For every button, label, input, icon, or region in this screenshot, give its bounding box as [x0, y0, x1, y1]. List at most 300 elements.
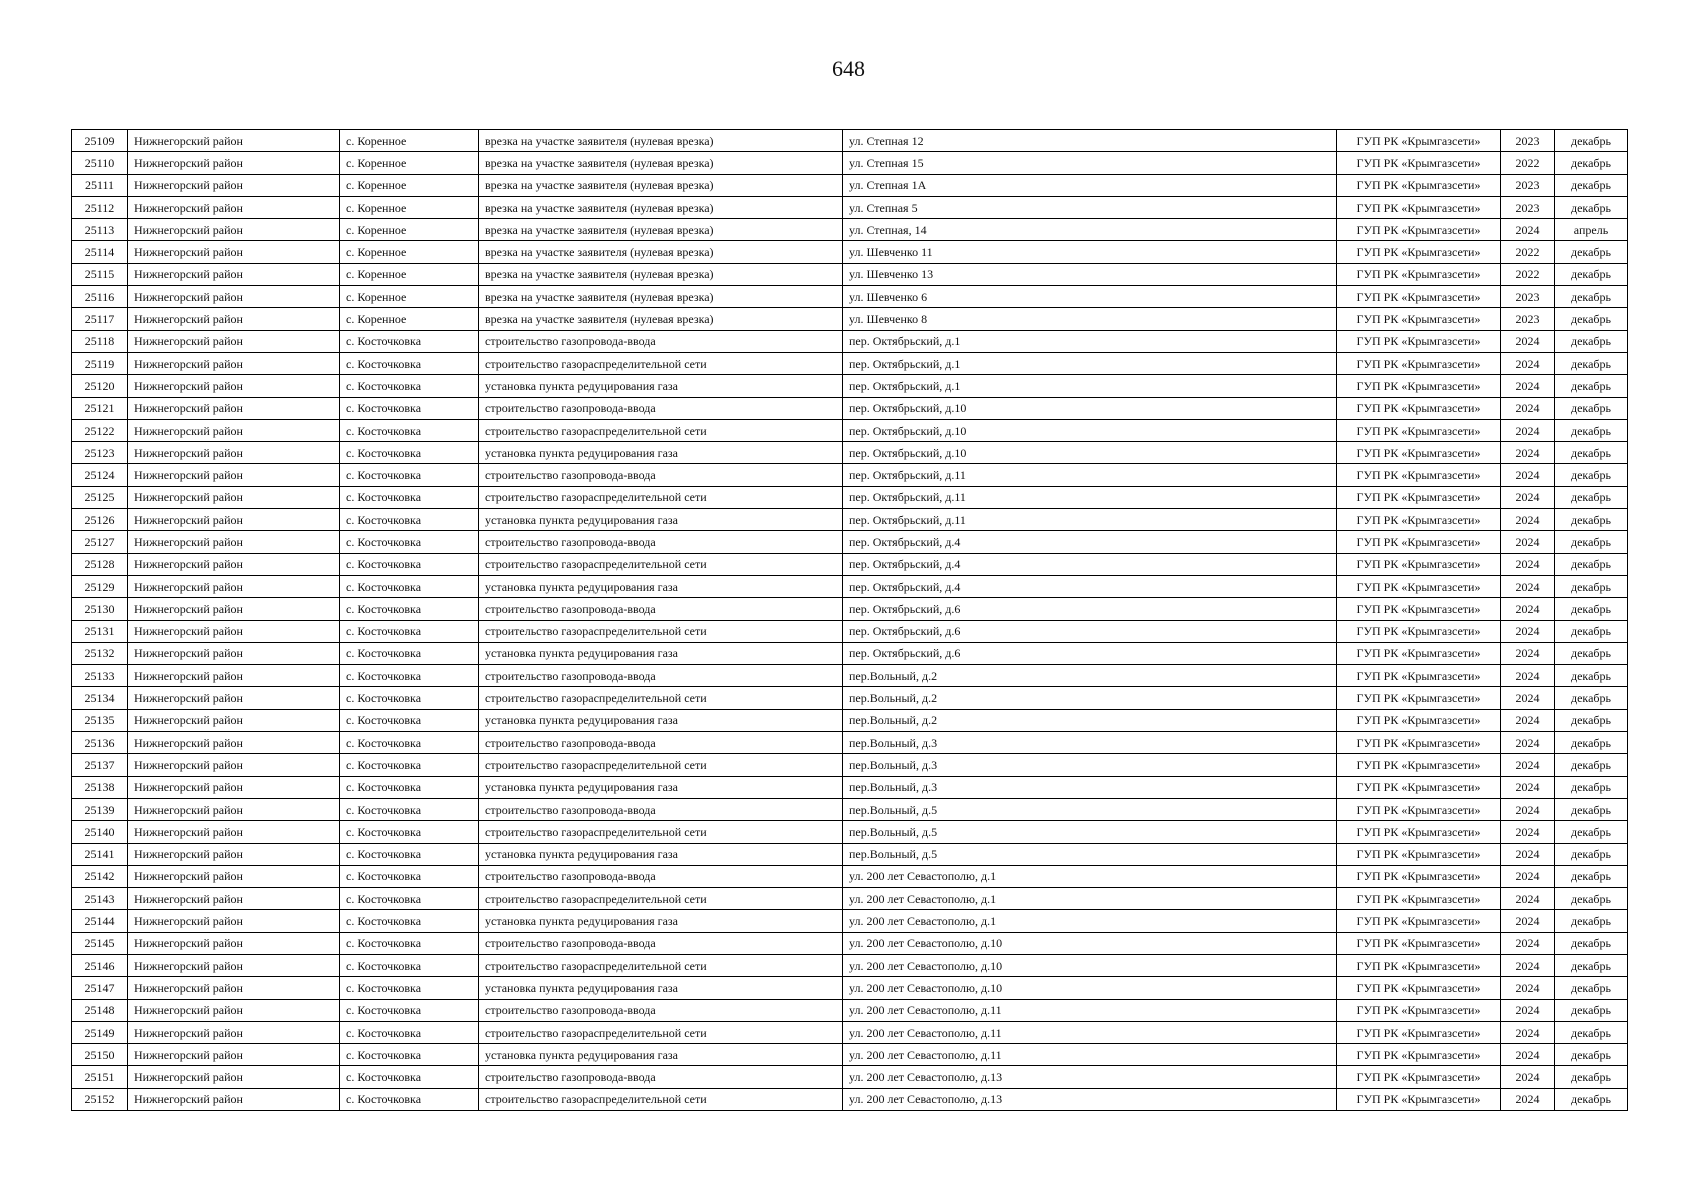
cell-address: пер. Октябрьский, д.1 [843, 330, 1337, 352]
table-row [72, 219, 1628, 241]
page-number: 648 [832, 56, 865, 81]
cell-work-type: установка пункта редуцирования газа [479, 642, 843, 664]
cell-month: декабрь [1555, 910, 1628, 932]
cell-month: декабрь [1555, 375, 1628, 397]
cell-work-type: строительство газопровода-ввода [479, 999, 843, 1021]
cell-organization: ГУП РК «Крымгазсети» [1337, 798, 1501, 820]
cell-work-type: строительство газопровода-ввода [479, 464, 843, 486]
cell-row-number: 25109 [72, 130, 128, 152]
table-row [72, 553, 1628, 575]
cell-row-number: 25129 [72, 575, 128, 597]
cell-address: пер.Вольный, д.5 [843, 798, 1337, 820]
cell-district: Нижнегорский район [128, 464, 340, 486]
cell-address: пер. Октябрьский, д.6 [843, 598, 1337, 620]
cell-organization: ГУП РК «Крымгазсети» [1337, 352, 1501, 374]
cell-year: 2022 [1501, 263, 1555, 285]
cell-address: пер. Октябрьский, д.10 [843, 419, 1337, 441]
cell-month: декабрь [1555, 286, 1628, 308]
cell-address: пер.Вольный, д.2 [843, 709, 1337, 731]
cell-organization: ГУП РК «Крымгазсети» [1337, 709, 1501, 731]
cell-address: ул. Степная 5 [843, 196, 1337, 218]
table-row [72, 174, 1628, 196]
cell-month: декабрь [1555, 732, 1628, 754]
cell-address: ул. 200 лет Севастополю, д.11 [843, 1044, 1337, 1066]
table-row [72, 286, 1628, 308]
cell-address: ул. Степная, 14 [843, 219, 1337, 241]
cell-district: Нижнегорский район [128, 709, 340, 731]
table-row [72, 375, 1628, 397]
cell-year: 2024 [1501, 1066, 1555, 1088]
cell-settlement: с. Косточковка [340, 352, 479, 374]
cell-settlement: с. Коренное [340, 152, 479, 174]
cell-row-number: 25125 [72, 486, 128, 508]
table-row [72, 932, 1628, 954]
cell-row-number: 25132 [72, 642, 128, 664]
cell-row-number: 25113 [72, 219, 128, 241]
cell-year: 2024 [1501, 932, 1555, 954]
table-row [72, 1044, 1628, 1066]
cell-organization: ГУП РК «Крымгазсети» [1337, 665, 1501, 687]
cell-work-type: врезка на участке заявителя (нулевая врезка) [479, 174, 843, 196]
cell-address: пер. Октябрьский, д.11 [843, 486, 1337, 508]
cell-month: декабрь [1555, 352, 1628, 374]
cell-work-type: строительство газораспределительной сети [479, 954, 843, 976]
cell-organization: ГУП РК «Крымгазсети» [1337, 486, 1501, 508]
cell-address: пер. Октябрьский, д.11 [843, 464, 1337, 486]
cell-address: пер. Октябрьский, д.1 [843, 352, 1337, 374]
cell-row-number: 25146 [72, 954, 128, 976]
cell-year: 2024 [1501, 798, 1555, 820]
cell-address: пер. Октябрьский, д.4 [843, 575, 1337, 597]
cell-month: декабрь [1555, 1021, 1628, 1043]
cell-year: 2024 [1501, 375, 1555, 397]
table-row [72, 130, 1628, 152]
cell-work-type: установка пункта редуцирования газа [479, 977, 843, 999]
cell-month: декабрь [1555, 999, 1628, 1021]
cell-year: 2024 [1501, 486, 1555, 508]
cell-settlement: с. Косточковка [340, 888, 479, 910]
cell-year: 2024 [1501, 954, 1555, 976]
cell-month: декабрь [1555, 843, 1628, 865]
cell-district: Нижнегорский район [128, 1088, 340, 1110]
table-row [72, 642, 1628, 664]
cell-district: Нижнегорский район [128, 241, 340, 263]
cell-work-type: строительство газопровода-ввода [479, 732, 843, 754]
cell-month: декабрь [1555, 419, 1628, 441]
table-row [72, 464, 1628, 486]
cell-district: Нижнегорский район [128, 575, 340, 597]
cell-row-number: 25148 [72, 999, 128, 1021]
cell-row-number: 25140 [72, 821, 128, 843]
cell-work-type: врезка на участке заявителя (нулевая врезка) [479, 152, 843, 174]
cell-year: 2024 [1501, 1021, 1555, 1043]
table-row [72, 509, 1628, 531]
cell-settlement: с. Коренное [340, 130, 479, 152]
cell-row-number: 25114 [72, 241, 128, 263]
cell-year: 2024 [1501, 509, 1555, 531]
table-row [72, 575, 1628, 597]
cell-work-type: врезка на участке заявителя (нулевая врезка) [479, 263, 843, 285]
cell-row-number: 25119 [72, 352, 128, 374]
cell-year: 2024 [1501, 642, 1555, 664]
cell-settlement: с. Косточковка [340, 1088, 479, 1110]
cell-settlement: с. Косточковка [340, 709, 479, 731]
cell-month: декабрь [1555, 1066, 1628, 1088]
cell-address: ул. 200 лет Севастополю, д.1 [843, 888, 1337, 910]
cell-row-number: 25118 [72, 330, 128, 352]
cell-year: 2024 [1501, 709, 1555, 731]
cell-district: Нижнегорский район [128, 687, 340, 709]
table-row [72, 798, 1628, 820]
cell-year: 2024 [1501, 464, 1555, 486]
cell-organization: ГУП РК «Крымгазсети» [1337, 954, 1501, 976]
cell-row-number: 25136 [72, 732, 128, 754]
cell-address: ул. Степная 12 [843, 130, 1337, 152]
cell-settlement: с. Коренное [340, 174, 479, 196]
cell-year: 2024 [1501, 977, 1555, 999]
cell-district: Нижнегорский район [128, 442, 340, 464]
cell-work-type: строительство газораспределительной сети [479, 888, 843, 910]
cell-year: 2024 [1501, 1044, 1555, 1066]
cell-year: 2022 [1501, 241, 1555, 263]
cell-row-number: 25131 [72, 620, 128, 642]
cell-month: декабрь [1555, 709, 1628, 731]
cell-year: 2024 [1501, 598, 1555, 620]
cell-row-number: 25121 [72, 397, 128, 419]
cell-address: ул. Шевченко 6 [843, 286, 1337, 308]
cell-district: Нижнегорский район [128, 130, 340, 152]
cell-address: ул. 200 лет Севастополю, д.13 [843, 1066, 1337, 1088]
cell-address: пер.Вольный, д.5 [843, 821, 1337, 843]
cell-district: Нижнегорский район [128, 888, 340, 910]
cell-address: пер. Октябрьский, д.10 [843, 442, 1337, 464]
cell-organization: ГУП РК «Крымгазсети» [1337, 977, 1501, 999]
cell-row-number: 25133 [72, 665, 128, 687]
cell-row-number: 25116 [72, 286, 128, 308]
cell-settlement: с. Косточковка [340, 442, 479, 464]
cell-year: 2024 [1501, 219, 1555, 241]
cell-month: декабрь [1555, 152, 1628, 174]
table-body [72, 130, 1628, 1111]
cell-month: апрель [1555, 219, 1628, 241]
cell-address: ул. Шевченко 13 [843, 263, 1337, 285]
cell-organization: ГУП РК «Крымгазсети» [1337, 776, 1501, 798]
cell-organization: ГУП РК «Крымгазсети» [1337, 286, 1501, 308]
cell-year: 2024 [1501, 419, 1555, 441]
cell-month: декабрь [1555, 598, 1628, 620]
cell-month: декабрь [1555, 977, 1628, 999]
cell-organization: ГУП РК «Крымгазсети» [1337, 1044, 1501, 1066]
cell-organization: ГУП РК «Крымгазсети» [1337, 152, 1501, 174]
cell-year: 2024 [1501, 1088, 1555, 1110]
cell-address: пер. Октябрьский, д.11 [843, 509, 1337, 531]
cell-address: ул. 200 лет Севастополю, д.10 [843, 954, 1337, 976]
cell-year: 2024 [1501, 442, 1555, 464]
cell-work-type: строительство газораспределительной сети [479, 1021, 843, 1043]
cell-address: пер.Вольный, д.2 [843, 687, 1337, 709]
cell-work-type: строительство газораспределительной сети [479, 754, 843, 776]
cell-year: 2024 [1501, 352, 1555, 374]
cell-settlement: с. Косточковка [340, 642, 479, 664]
cell-district: Нижнегорский район [128, 174, 340, 196]
table-row [72, 1021, 1628, 1043]
table-row [72, 442, 1628, 464]
cell-organization: ГУП РК «Крымгазсети» [1337, 821, 1501, 843]
cell-work-type: врезка на участке заявителя (нулевая врезка) [479, 130, 843, 152]
cell-district: Нижнегорский район [128, 865, 340, 887]
cell-work-type: строительство газораспределительной сети [479, 620, 843, 642]
cell-settlement: с. Коренное [340, 196, 479, 218]
table-row [72, 754, 1628, 776]
cell-address: пер. Октябрьский, д.6 [843, 642, 1337, 664]
cell-month: декабрь [1555, 932, 1628, 954]
cell-settlement: с. Коренное [340, 308, 479, 330]
cell-row-number: 25127 [72, 531, 128, 553]
cell-district: Нижнегорский район [128, 954, 340, 976]
table-row [72, 263, 1628, 285]
cell-row-number: 25117 [72, 308, 128, 330]
cell-month: декабрь [1555, 1088, 1628, 1110]
cell-row-number: 25135 [72, 709, 128, 731]
cell-organization: ГУП РК «Крымгазсети» [1337, 308, 1501, 330]
cell-district: Нижнегорский район [128, 1044, 340, 1066]
cell-organization: ГУП РК «Крымгазсети» [1337, 888, 1501, 910]
table-row [72, 1066, 1628, 1088]
cell-organization: ГУП РК «Крымгазсети» [1337, 932, 1501, 954]
cell-organization: ГУП РК «Крымгазсети» [1337, 509, 1501, 531]
table-row [72, 999, 1628, 1021]
table-row [72, 486, 1628, 508]
cell-work-type: установка пункта редуцирования газа [479, 375, 843, 397]
cell-month: декабрь [1555, 888, 1628, 910]
table-row [72, 419, 1628, 441]
cell-address: ул. Степная 1А [843, 174, 1337, 196]
cell-district: Нижнегорский район [128, 419, 340, 441]
cell-district: Нижнегорский район [128, 219, 340, 241]
cell-organization: ГУП РК «Крымгазсети» [1337, 642, 1501, 664]
cell-settlement: с. Косточковка [340, 509, 479, 531]
cell-row-number: 25138 [72, 776, 128, 798]
cell-settlement: с. Косточковка [340, 397, 479, 419]
cell-month: декабрь [1555, 330, 1628, 352]
cell-row-number: 25142 [72, 865, 128, 887]
cell-organization: ГУП РК «Крымгазсети» [1337, 910, 1501, 932]
cell-row-number: 25147 [72, 977, 128, 999]
cell-work-type: строительство газопровода-ввода [479, 330, 843, 352]
cell-address: пер.Вольный, д.3 [843, 754, 1337, 776]
cell-row-number: 25150 [72, 1044, 128, 1066]
table-row [72, 196, 1628, 218]
cell-address: пер.Вольный, д.3 [843, 732, 1337, 754]
cell-organization: ГУП РК «Крымгазсети» [1337, 575, 1501, 597]
cell-row-number: 25144 [72, 910, 128, 932]
cell-address: ул. 200 лет Севастополю, д.11 [843, 1021, 1337, 1043]
cell-district: Нижнегорский район [128, 397, 340, 419]
cell-district: Нижнегорский район [128, 776, 340, 798]
cell-work-type: строительство газопровода-ввода [479, 1066, 843, 1088]
cell-row-number: 25141 [72, 843, 128, 865]
cell-district: Нижнегорский район [128, 330, 340, 352]
cell-row-number: 25149 [72, 1021, 128, 1043]
table-row [72, 241, 1628, 263]
cell-organization: ГУП РК «Крымгазсети» [1337, 865, 1501, 887]
cell-district: Нижнегорский район [128, 798, 340, 820]
cell-district: Нижнегорский район [128, 196, 340, 218]
cell-settlement: с. Косточковка [340, 598, 479, 620]
cell-settlement: с. Косточковка [340, 977, 479, 999]
cell-month: декабрь [1555, 486, 1628, 508]
cell-month: декабрь [1555, 308, 1628, 330]
cell-month: декабрь [1555, 531, 1628, 553]
gas-works-table [71, 129, 1628, 1111]
cell-address: пер. Октябрьский, д.4 [843, 531, 1337, 553]
cell-year: 2024 [1501, 843, 1555, 865]
cell-row-number: 25115 [72, 263, 128, 285]
cell-year: 2023 [1501, 130, 1555, 152]
cell-year: 2024 [1501, 397, 1555, 419]
cell-row-number: 25126 [72, 509, 128, 531]
cell-month: декабрь [1555, 553, 1628, 575]
cell-work-type: установка пункта редуцирования газа [479, 910, 843, 932]
cell-district: Нижнегорский район [128, 999, 340, 1021]
table-row [72, 954, 1628, 976]
table-row [72, 352, 1628, 374]
cell-organization: ГУП РК «Крымгазсети» [1337, 464, 1501, 486]
cell-settlement: с. Косточковка [340, 843, 479, 865]
cell-district: Нижнегорский район [128, 531, 340, 553]
cell-address: пер. Октябрьский, д.10 [843, 397, 1337, 419]
cell-year: 2023 [1501, 308, 1555, 330]
cell-work-type: врезка на участке заявителя (нулевая врезка) [479, 219, 843, 241]
cell-district: Нижнегорский район [128, 553, 340, 575]
cell-row-number: 25122 [72, 419, 128, 441]
cell-year: 2024 [1501, 687, 1555, 709]
cell-organization: ГУП РК «Крымгазсети» [1337, 999, 1501, 1021]
cell-month: декабрь [1555, 642, 1628, 664]
table-row [72, 865, 1628, 887]
cell-settlement: с. Косточковка [340, 1021, 479, 1043]
cell-year: 2024 [1501, 330, 1555, 352]
cell-row-number: 25134 [72, 687, 128, 709]
cell-district: Нижнегорский район [128, 1066, 340, 1088]
cell-district: Нижнегорский район [128, 598, 340, 620]
cell-month: декабрь [1555, 776, 1628, 798]
table-row [72, 977, 1628, 999]
cell-month: декабрь [1555, 130, 1628, 152]
cell-month: декабрь [1555, 620, 1628, 642]
table-row [72, 620, 1628, 642]
table-row [72, 531, 1628, 553]
cell-year: 2024 [1501, 531, 1555, 553]
cell-year: 2023 [1501, 174, 1555, 196]
cell-settlement: с. Коренное [340, 241, 479, 263]
cell-month: декабрь [1555, 821, 1628, 843]
cell-settlement: с. Косточковка [340, 932, 479, 954]
cell-settlement: с. Коренное [340, 263, 479, 285]
cell-work-type: установка пункта редуцирования газа [479, 575, 843, 597]
cell-year: 2023 [1501, 196, 1555, 218]
cell-organization: ГУП РК «Крымгазсети» [1337, 375, 1501, 397]
cell-year: 2024 [1501, 999, 1555, 1021]
cell-work-type: строительство газораспределительной сети [479, 352, 843, 374]
cell-year: 2024 [1501, 553, 1555, 575]
cell-address: пер.Вольный, д.3 [843, 776, 1337, 798]
cell-address: пер. Октябрьский, д.4 [843, 553, 1337, 575]
cell-settlement: с. Косточковка [340, 665, 479, 687]
cell-month: декабрь [1555, 687, 1628, 709]
table-row [72, 687, 1628, 709]
cell-row-number: 25139 [72, 798, 128, 820]
cell-district: Нижнегорский район [128, 642, 340, 664]
cell-district: Нижнегорский район [128, 263, 340, 285]
cell-settlement: с. Косточковка [340, 620, 479, 642]
cell-district: Нижнегорский район [128, 977, 340, 999]
cell-month: декабрь [1555, 1044, 1628, 1066]
table-row [72, 397, 1628, 419]
cell-address: ул. 200 лет Севастополю, д.11 [843, 999, 1337, 1021]
cell-settlement: с. Косточковка [340, 1066, 479, 1088]
cell-organization: ГУП РК «Крымгазсети» [1337, 687, 1501, 709]
cell-address: ул. Степная 15 [843, 152, 1337, 174]
cell-year: 2022 [1501, 152, 1555, 174]
cell-year: 2024 [1501, 575, 1555, 597]
cell-district: Нижнегорский район [128, 910, 340, 932]
cell-row-number: 25110 [72, 152, 128, 174]
cell-organization: ГУП РК «Крымгазсети» [1337, 1088, 1501, 1110]
cell-address: ул. Шевченко 11 [843, 241, 1337, 263]
cell-organization: ГУП РК «Крымгазсети» [1337, 620, 1501, 642]
cell-month: декабрь [1555, 865, 1628, 887]
cell-settlement: с. Косточковка [340, 732, 479, 754]
cell-work-type: строительство газопровода-ввода [479, 932, 843, 954]
cell-year: 2024 [1501, 888, 1555, 910]
cell-year: 2024 [1501, 821, 1555, 843]
cell-settlement: с. Косточковка [340, 575, 479, 597]
cell-organization: ГУП РК «Крымгазсети» [1337, 442, 1501, 464]
cell-work-type: строительство газораспределительной сети [479, 1088, 843, 1110]
table-row [72, 732, 1628, 754]
cell-work-type: врезка на участке заявителя (нулевая врезка) [479, 286, 843, 308]
cell-row-number: 25145 [72, 932, 128, 954]
cell-address: ул. 200 лет Севастополю, д.10 [843, 977, 1337, 999]
cell-district: Нижнегорский район [128, 754, 340, 776]
cell-row-number: 25143 [72, 888, 128, 910]
cell-month: декабрь [1555, 263, 1628, 285]
cell-settlement: с. Косточковка [340, 954, 479, 976]
cell-month: декабрь [1555, 954, 1628, 976]
cell-month: декабрь [1555, 196, 1628, 218]
table-row [72, 598, 1628, 620]
cell-work-type: строительство газопровода-ввода [479, 865, 843, 887]
cell-organization: ГУП РК «Крымгазсети» [1337, 754, 1501, 776]
cell-month: декабрь [1555, 509, 1628, 531]
cell-year: 2024 [1501, 620, 1555, 642]
cell-row-number: 25120 [72, 375, 128, 397]
cell-organization: ГУП РК «Крымгазсети» [1337, 1066, 1501, 1088]
cell-work-type: установка пункта редуцирования газа [479, 1044, 843, 1066]
cell-settlement: с. Косточковка [340, 754, 479, 776]
cell-district: Нижнегорский район [128, 620, 340, 642]
cell-work-type: врезка на участке заявителя (нулевая врезка) [479, 196, 843, 218]
cell-work-type: установка пункта редуцирования газа [479, 509, 843, 531]
table-row [72, 308, 1628, 330]
cell-district: Нижнегорский район [128, 843, 340, 865]
table-row [72, 152, 1628, 174]
cell-district: Нижнегорский район [128, 665, 340, 687]
cell-settlement: с. Косточковка [340, 553, 479, 575]
cell-row-number: 25111 [72, 174, 128, 196]
table-row [72, 821, 1628, 843]
